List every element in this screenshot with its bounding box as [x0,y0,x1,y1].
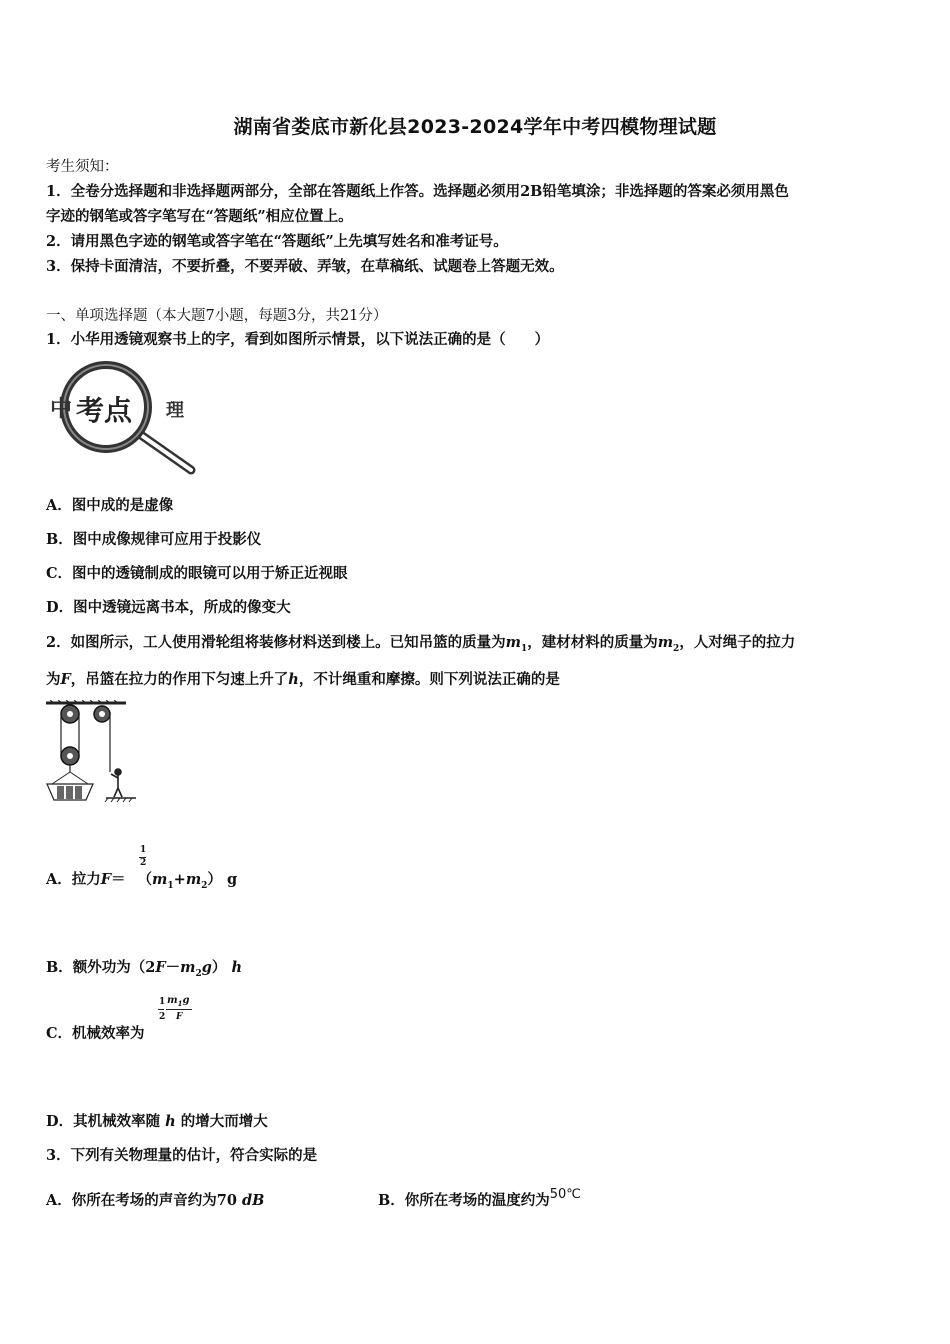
q2-option-c-coef-den: 2 [159,1012,166,1022]
q2-option-d: D．其机械效率随 h 的增大而增大 [46,1113,268,1130]
q1-stem: 1．小华用透镜观察书上的字，看到如图所示情景，以下说法正确的是（ ） [46,331,550,348]
notice-item-2: 2．请用黑色字迹的钢笔或答字笔在“答题纸”上先填写姓名和准考证号。 [46,233,508,250]
q2-option-c-frac-bar [166,1009,192,1010]
figure-text-left: 中 [50,397,73,422]
q2-option-b: B．额外功为$(2F-m_2g)$ h [46,959,243,979]
fixed-pulley-left-icon [61,705,79,723]
q2-option-a-frac-num: 1 [140,845,147,855]
q2-option-c-coef-bar [158,1009,164,1010]
q2-option-a-frac-den: 2 [140,858,147,868]
q2-option-c: C．机械效率为 [46,1025,145,1042]
movable-pulley-icon [61,747,79,765]
q3-stem: 3．下列有关物理量的估计，符合实际的是 [46,1147,318,1164]
figure-text-right: 理 [166,400,184,421]
q1-option-a: A．图中成的是虚像 [46,497,174,514]
fixed-pulley-right-icon [94,706,110,722]
q1-option-b: B．图中成像规律可应用于投影仪 [46,531,262,548]
q1-option-d: D．图中透镜远离书本，所成的像变大 [46,599,291,616]
notice-item-3: 3．保持卡面清洁，不要折叠，不要弄破、弄皱，在草稿纸、试题卷上答题无效。 [46,258,564,275]
q3-option-a: A．你所在考场的声音约为70 dB [46,1192,265,1209]
magnifier-figure [46,360,201,476]
worker-icon [111,769,122,797]
q2-option-a: A．拉力$F= (m_1+m_2)$ g [46,871,238,891]
q2-stem-line-2: 为F，吊篮在拉力的作用下匀速上升了h，不计绳重和摩擦。则下列说法正确的是 [46,671,560,688]
notice-item-1-line-1: 1．全卷分选择题和非选择题两部分，全部在答题纸上作答。选择题必须用2B铅笔填涂；非选择题的答案必须用黑色 [46,183,789,200]
page-title: 湖南省娄底市新化县2023-2024学年中考四模物理试题 [233,116,717,138]
pulley-figure [44,700,139,804]
q2-option-c-coef-num: 1 [159,997,166,1007]
q3-option-b: B．你所在考场的温度约为50℃ [378,1187,581,1209]
figure-text-magnified: 考点 [76,394,133,427]
q2-option-c-num: $m_1g$ [167,995,190,1008]
notice-item-1-line-2: 字迹的钢笔或答字笔写在“答题纸”相应位置上。 [46,208,353,225]
section-heading: 一、单项选择题（本大题7小题，每题3分，共21分） [46,308,388,324]
q1-option-c: C．图中的透镜制成的眼镜可以用于矫正近视眼 [46,565,348,582]
q2-stem-line-1: 2．如图所示，工人使用滑轮组将装修材料送到楼上。已知吊篮的质量为$m_1$，建材材料的质量为$m_2$，人对绳子的拉力 [46,634,796,654]
notice-heading: 考生须知： [46,159,119,175]
q2-option-c-den: F [176,1012,183,1022]
